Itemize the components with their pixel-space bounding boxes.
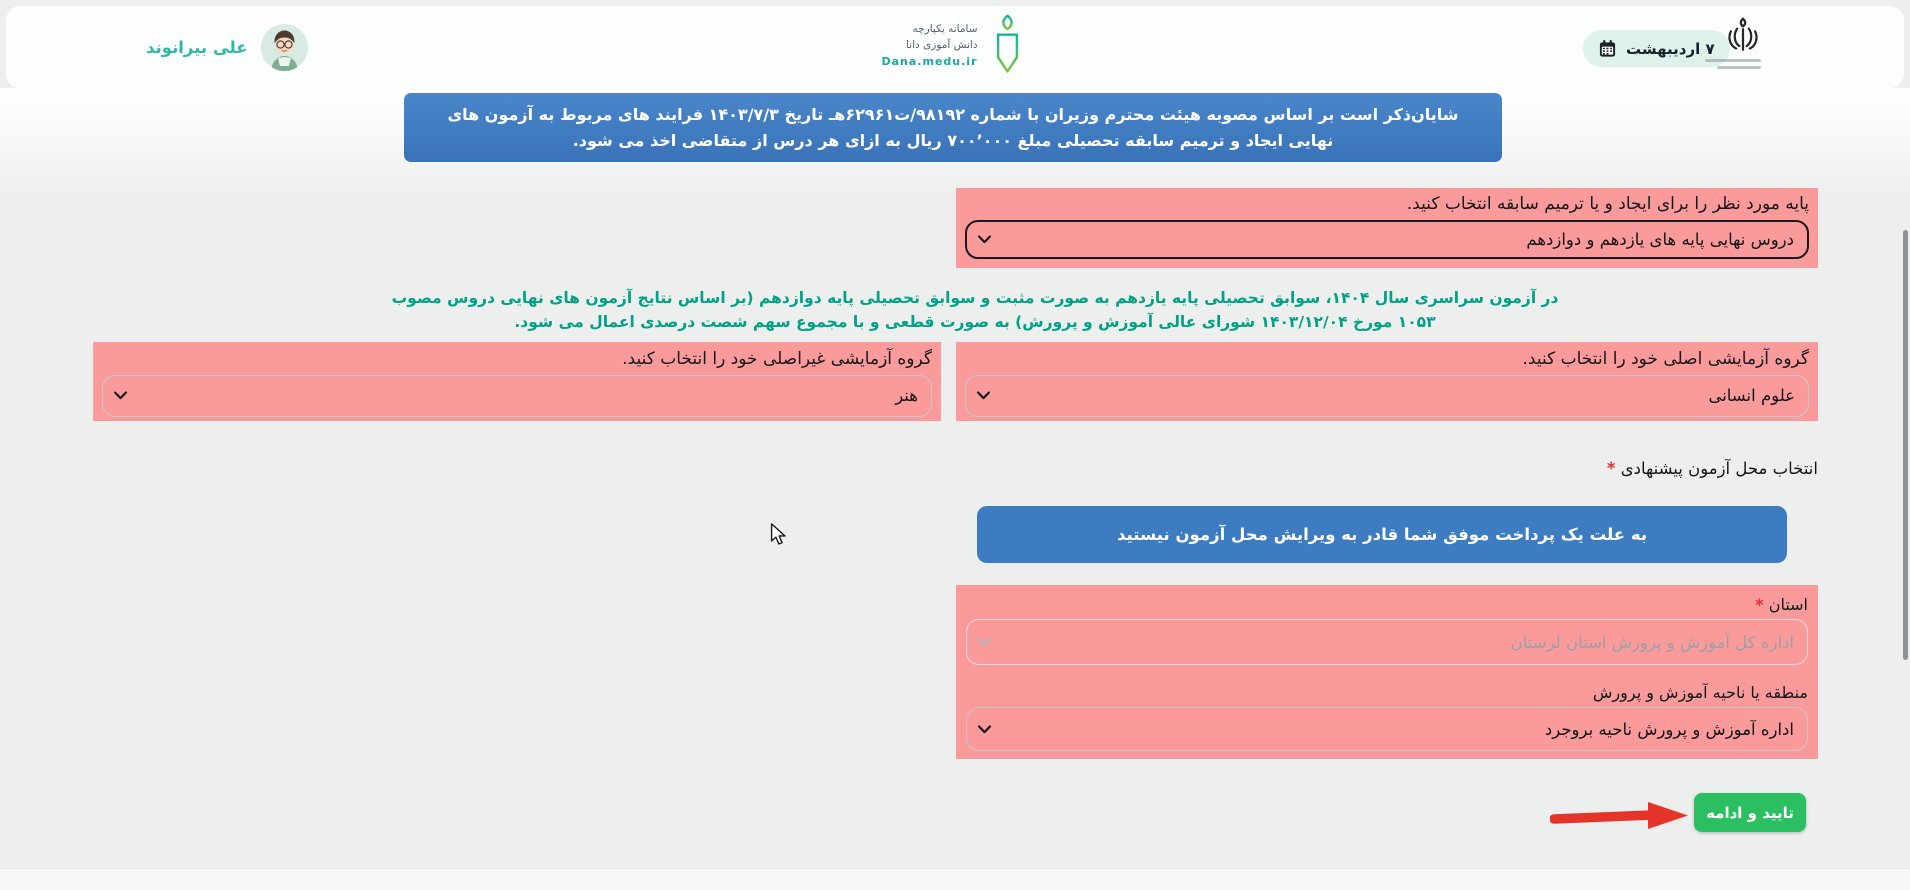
brand-title-line2: دانش آموزی دانا: [905, 38, 978, 51]
province-label: استان *: [1755, 595, 1808, 614]
emblem-caption: [1699, 59, 1761, 73]
required-asterisk: *: [1606, 459, 1616, 478]
required-asterisk: *: [1755, 595, 1764, 614]
chevron-down-icon: [114, 391, 127, 400]
chevron-down-icon: [978, 725, 991, 734]
avatar[interactable]: [261, 24, 308, 71]
primary-group-section: [956, 342, 1818, 421]
header: [6, 6, 1904, 88]
page-footer-strip: [0, 868, 1910, 890]
brand-title-line1: سامانه یکپارچه: [912, 23, 978, 35]
primary-group-select-value: علوم انسانی: [1708, 386, 1795, 406]
primary-group-label: گروه آزمایشی اصلی خود را انتخاب کنید.: [1522, 349, 1809, 369]
payment-lock-banner: به علت یک پرداخت موفق شما قادر به ویرایش محل آزمون نیستید: [977, 506, 1787, 563]
province-select-value: اداره کل آموزش و پرورش استان لرستان: [1510, 632, 1794, 652]
district-label: منطقه یا ناحیه آموزش و پرورش: [1592, 683, 1808, 703]
secondary-group-label: گروه آزمایشی غیراصلی خود را انتخاب کنید.: [622, 349, 932, 369]
district-select-value: اداره آموزش و پرورش ناحیه بروجرد: [1544, 719, 1794, 739]
confirm-continue-button[interactable]: تایید و ادامه: [1694, 793, 1806, 832]
pencil-logo-icon: [987, 13, 1029, 79]
secondary-group-section: [93, 342, 941, 421]
primary-group-select[interactable]: [965, 375, 1809, 417]
exam-policy-info-text: در آزمون سراسری سال ۱۴۰۴، سوابق تحصیلی پایه یازدهم به صورت مثبت و سوابق تحصیلی پایه دوازدهم (بر اساس نتایج آزمون های نهایی دروس مصوب ۱۰۵۳ مورخ ۱۴۰۳/۱۲/۰۴ شورای عالی آموزش و پرورش) به صورت قطعی و با مجموع سهم شصت درصدی اعمال می شود.: [391, 289, 1559, 332]
chevron-down-icon: [977, 391, 990, 400]
district-select[interactable]: [966, 707, 1808, 751]
avatar-illustration: [261, 24, 308, 71]
brand-logo: [882, 13, 1029, 79]
secondary-group-select[interactable]: [102, 375, 932, 417]
secondary-group-select-value: هنر: [895, 386, 918, 406]
calendar-icon: [1598, 39, 1617, 58]
province-select-disabled: [966, 619, 1808, 665]
mouse-cursor-icon: [770, 523, 787, 546]
date-label: ۷ اردیبهشت: [1626, 39, 1715, 58]
grade-label: پایه مورد نظر را برای ایجاد و یا ترمیم سابقه انتخاب کنید.: [1406, 194, 1809, 214]
annotation-arrow-icon: [1550, 798, 1694, 834]
grade-select-value: دروس نهایی پایه های یازدهم و دوازدهم: [1526, 229, 1794, 249]
iran-emblem-icon: [1720, 14, 1766, 56]
grade-select[interactable]: [965, 220, 1809, 259]
scrollbar-thumb[interactable]: [1903, 230, 1908, 660]
user-menu[interactable]: [146, 21, 308, 73]
exam-location-label: انتخاب محل آزمون پیشنهادی *: [1606, 459, 1818, 478]
fee-notice-banner: شایان‌ذکر است بر اساس مصوبه هیئت محترم وزیران با شماره ۹۸۱۹۲/ت۶۲۹۶۱هـ تاریخ ۱۴۰۳/۷/۳ فرایند های مربوط به آزمون های نهایی ایجاد و ترمیم سابقه تحصیلی مبلغ ۷۰۰٬۰۰۰ ریال به ازای هر درس از متقاضی اخذ می شود.: [404, 93, 1502, 162]
chevron-down-icon: [978, 638, 991, 647]
chevron-down-icon: [978, 235, 991, 244]
grade-section: [956, 188, 1818, 268]
user-name-label: علی بیرانوند: [146, 37, 248, 57]
province-district-section: [956, 585, 1818, 759]
brand-domain: Dana.medu.ir: [881, 54, 978, 68]
